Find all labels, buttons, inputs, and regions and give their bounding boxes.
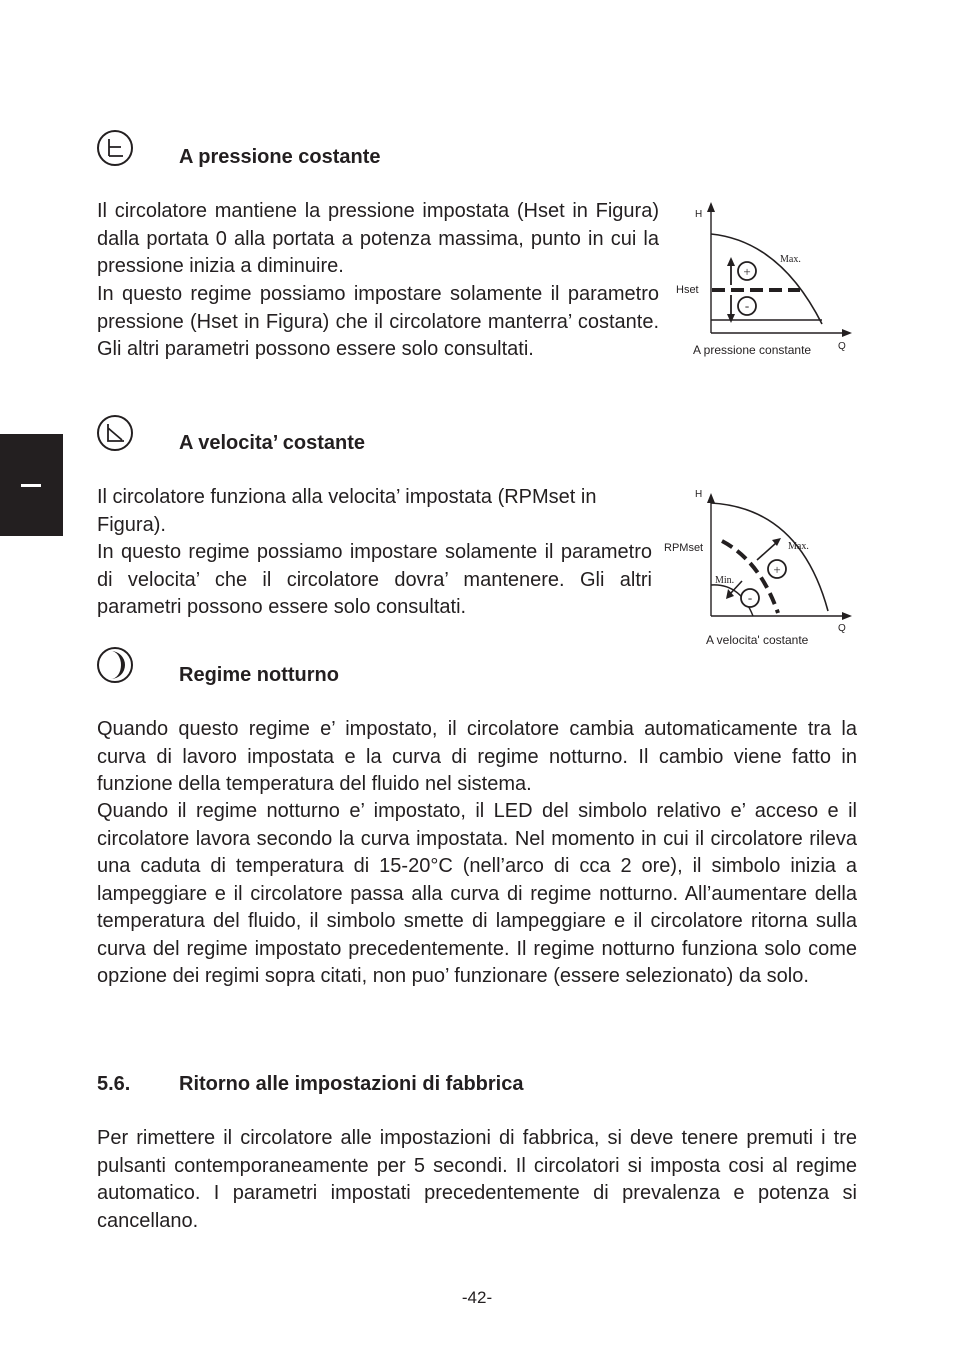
page-number: -42- — [461, 1288, 493, 1307]
constant-pressure-title: A pressione costante — [179, 146, 381, 168]
speed-axis-y-label: H — [695, 489, 703, 500]
speed-max-label: Max. — [788, 541, 809, 552]
speed-axis-x-label: Q — [838, 623, 846, 634]
pressure-diagram-caption: A pressione constante — [693, 343, 812, 357]
constant-pressure-icon — [96, 129, 134, 167]
speed-rpmset-label: RPMset — [664, 542, 704, 554]
pressure-axis-x-label: Q — [838, 341, 846, 352]
pressure-y-axis-arrow — [707, 202, 715, 212]
pressure-minus-symbol: - — [744, 298, 750, 313]
speed-minus-symbol: - — [747, 590, 753, 605]
factory-reset-paragraph: Per rimettere il circolatore alle impostazioni di fabbrica, si deve tenere premuti i tre pulsanti contemporaneamente per 5 secondi. Il circolatori si imposta cosi al regime automatico. I parametri impostati precedentemente di prevalenza e potenza si cancellano. — [97, 1127, 857, 1232]
constant-speed-icon — [96, 414, 134, 452]
night-mode-paragraph-1: Quando questo regime e’ impostato, il circolatore cambia automaticamente tra la curva di lavoro impostata e la curva di regime notturno. Il cambio viene fatto in funzione della temperatura del fluido nel sistema. — [97, 718, 857, 795]
speed-increase-arrow — [757, 543, 776, 560]
side-tab-mark — [21, 484, 41, 487]
constant-speed-diagram — [660, 483, 860, 653]
speed-diagram-caption: A velocita' costante — [706, 633, 809, 647]
speed-y-axis-arrow — [707, 493, 715, 503]
pressure-down-arrow-head — [727, 314, 735, 323]
night-mode-title: Regime notturno — [179, 664, 339, 686]
pressure-up-arrow-head — [727, 257, 735, 266]
pressure-axis-y-label: H — [695, 209, 703, 220]
side-language-tab — [0, 434, 63, 536]
night-mode-paragraph-2: Quando il regime notturno e’ impostato, il LED del simbolo relativo e’ acceso e il circolatore lavora secondo la curva impostata. Nel momento in cui il circolatore rileva una caduta di temperatura di 15-20°C (nell’arco di cca 2 ore), il simbolo inizia a lampeggiare e il circolatore passa alla curva di regime notturno. All’aumentare della temperatura del fluido, il simbolo smette di lampeggiare e il circolatore ritorna sulla curva del regime impostato precedentemente. Il regime notturno funziona solo come opzione dei regimi sopra citati, non puo’ funzionare (essere selezionato) da solo. — [97, 800, 857, 987]
constant-pressure-paragraph-1: Il circolatore mantiene la pressione impostata (Hset in Figura) dalla portata 0 alla portata a potenza massima, punto in cui la pressione inizia a diminuire. — [97, 200, 659, 277]
constant-speed-paragraph-1: Il circolatore funziona alla velocita’ impostata (RPMset in Figura). — [97, 486, 597, 536]
pressure-x-axis-arrow — [842, 329, 852, 337]
constant-pressure-paragraph-2: In questo regime possiamo impostare solamente il parametro pressione (Hset in Figura) che il circolatore manterra’ costante. Gli altri parametri possono essere solo consultati. — [97, 283, 659, 360]
pressure-max-label: Max. — [780, 254, 801, 265]
constant-speed-paragraph-2: In questo regime possiamo impostare solamente il parametro di velocita’ che il circolatore dovra’ mantenere. Gli altri parametri possono essere solo consultati. — [97, 541, 652, 618]
factory-reset-section-number: 5.6. — [97, 1073, 131, 1095]
pressure-max-curve — [711, 234, 822, 324]
pressure-hset-label: Hset — [676, 284, 699, 296]
speed-min-label: Min. — [715, 575, 735, 586]
constant-pressure-diagram — [660, 196, 860, 366]
factory-reset-title: Ritorno alle impostazioni di fabbrica — [179, 1073, 524, 1095]
speed-plus-symbol: + — [773, 562, 781, 577]
night-mode-moon-icon — [96, 646, 134, 684]
constant-speed-title: A velocita’ costante — [179, 432, 365, 454]
speed-x-axis-arrow — [842, 612, 852, 620]
pressure-plus-symbol: + — [743, 264, 751, 279]
